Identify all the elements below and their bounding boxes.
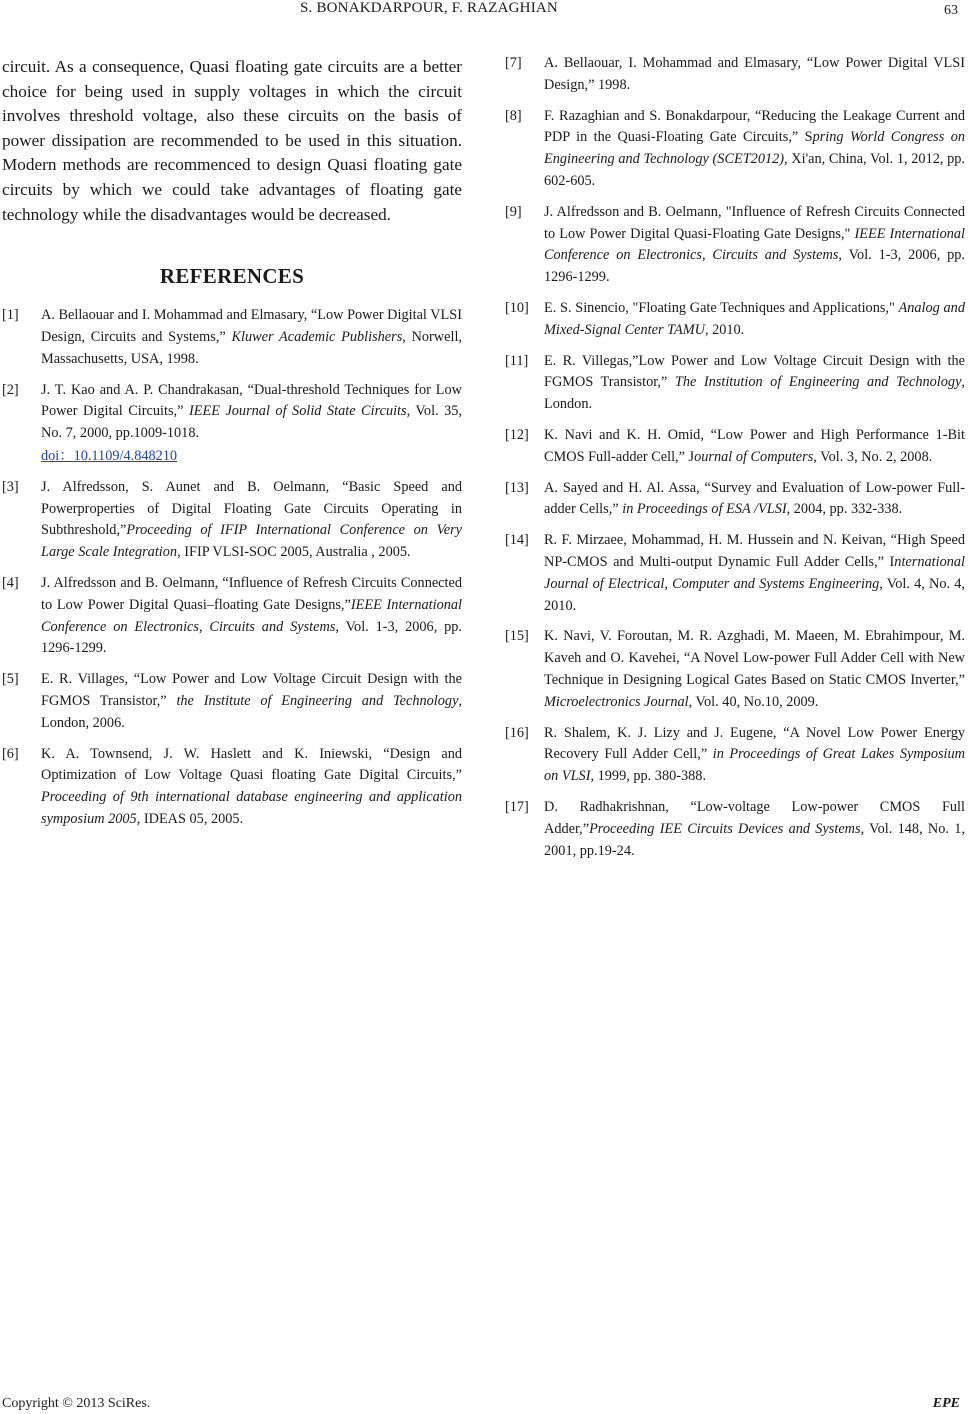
doi-link[interactable]: doi：10.1109/4.848210 xyxy=(41,447,178,464)
reference-item xyxy=(505,202,965,289)
reference-text: J. Alfredsson, S. Aunet and B. Oelmann, “Basic Speed and Powerproperties of Digital Floating Gate Circuits Operating in Subthreshold,”Proceeding of IFIP International Conference on Very Large Scale Integration, IFIP VLSI-SOC 2005, Australia , 2005. xyxy=(41,478,462,561)
reference-number: [12] xyxy=(505,426,529,443)
reference-item xyxy=(505,106,965,193)
reference-text: R. Shalem, K. J. Lizy and J. Eugene, “A Novel Low Power Energy Recovery Full Adder Cell,” in Proceedings of Great Lakes Symposium on VLSI, 1999, pp. 380-388. xyxy=(544,724,965,785)
right-column xyxy=(505,53,965,871)
reference-text: J. Alfredsson and B. Oelmann, “Influence of Refresh Circuits Connected to Low Power Digital Quasi–floating Gate Designs,”IEEE International Conference on Electronics, Circuits and Systems, Vol. 1-3, 2006, pp. 1296-1299. xyxy=(41,574,462,657)
reference-item xyxy=(2,305,462,370)
references-heading: REFERENCES xyxy=(159,264,305,289)
reference-item xyxy=(2,477,462,564)
reference-text: K. A. Townsend, J. W. Haslett and K. Iniewski, “Design and Optimization of Low Voltage Quasi floating Gate Digital Circuits,” Proceeding of 9th international database engineering and application symposium 2005, IDEAS 05, 2005. xyxy=(41,745,462,827)
reference-text: E. R. Villages, “Low Power and Low Voltage Circuit Design with the FGMOS Transistor,” the Institute of Engineering and Technology, London, 2006. xyxy=(41,671,462,731)
reference-text: E. S. Sinencio, "Floating Gate Techniques and Applications," Analog and Mixed-Signal Center TAMU, 2010. xyxy=(544,299,965,338)
reference-text: E. R. Villegas,”Low Power and Low Voltage Circuit Design with the FGMOS Transistor,” The Institution of Engineering and Technology, London. xyxy=(544,352,965,413)
reference-number: [6] xyxy=(2,745,19,762)
reference-text: A. Sayed and H. Al. Assa, “Survey and Evaluation of Low-power Full-adder Cells,” in Proceedings of ESA /VLSI, 2004, pp. 332-338. xyxy=(544,479,965,518)
reference-text: D. Radhakrishnan, “Low-voltage Low-power CMOS Full Adder,”Proceeding IEE Circuits Devices and Systems, Vol. 148, No. 1, 2001, pp.19-24. xyxy=(544,798,965,859)
intro-paragraph: circuit. As a consequence, Quasi floating gate circuits are a better choice for being used in supply voltages in which the circuit involves threshold voltage, also these circuits on the basis of power dissipation are recommended to be used in this situation. Modern methods are recommenced to design Quasi floating gate circuits by which we could take advantages of floating gate technology while the disadvantages would be decreased. xyxy=(2,57,462,224)
reference-item xyxy=(505,425,965,469)
reference-item xyxy=(505,530,965,617)
reference-text: K. Navi, V. Foroutan, M. R. Azghadi, M. Maeen, M. Ebrahimpour, M. Kaveh and O. Kavehei, “A Novel Low-power Full Adder Cell with New Technique in Designing Logical Gates Based on Static CMOS Inverter,” Microelectronics Journal, Vol. 40, No.10, 2009. xyxy=(544,628,965,710)
reference-number: [14] xyxy=(505,532,529,549)
reference-text: F. Razaghian and S. Bonakdarpour, “Reducing the Leakage Current and PDP in the Quasi-Floating Gate Circuits,” Spring World Congress on Engineering and Technology (SCET2012), Xi'an, China, Vol. 1, 2012, pp. 602-605. xyxy=(544,107,965,189)
reference-number: [9] xyxy=(505,203,522,220)
running-head: S. BONAKDARPOUR, F. RAZAGHIAN xyxy=(300,0,558,16)
reference-number: [17] xyxy=(505,798,529,815)
reference-item xyxy=(505,351,965,416)
reference-number: [5] xyxy=(2,671,19,688)
reference-item xyxy=(2,380,462,468)
reference-item xyxy=(2,744,462,831)
reference-number: [13] xyxy=(505,479,529,496)
reference-text: K. Navi and K. H. Omid, “Low Power and High Performance 1-Bit CMOS Full-adder Cell,” Journal of Computers, Vol. 3, No. 2, 2008. xyxy=(544,426,965,465)
reference-item xyxy=(505,298,965,342)
journal-abbrev: EPE xyxy=(932,1396,960,1411)
reference-item xyxy=(2,573,462,660)
reference-number: [8] xyxy=(505,107,522,124)
reference-item xyxy=(2,669,462,734)
reference-text: J. Alfredsson and B. Oelmann, "Influence of Refresh Circuits Connected to Low Power Digital Quasi-Floating Gate Designs," IEEE International Conference on Electronics, Circuits and Systems, Vol. 1-3, 2006, pp. 1296-1299. xyxy=(544,203,966,286)
reference-item xyxy=(505,723,965,788)
reference-number: [7] xyxy=(505,55,522,71)
reference-item xyxy=(505,797,965,862)
reference-number: [10] xyxy=(505,299,529,316)
reference-text: J. T. Kao and A. P. Chandrakasan, “Dual-threshold Techniques for Low Power Digital Circuits,” IEEE Journal of Solid State Circuits, Vol. 35, No. 7, 2000, pp.1009-1018. doi：10.1109/4.848210 xyxy=(41,381,462,464)
reference-text: A. Bellaouar and I. Mohammad and Elmasary, “Low Power Digital VLSI Design, Circuits and Systems,” Kluwer Academic Publishers, Norwell, Massachusetts, USA, 1998. xyxy=(41,307,463,367)
reference-number: [4] xyxy=(2,574,19,591)
reference-number: [16] xyxy=(505,724,529,741)
reference-number: [11] xyxy=(505,352,529,369)
reference-item xyxy=(505,53,965,97)
reference-text: A. Bellaouar, I. Mohammad and Elmasary, “Low Power Digital VLSI Design,” 1998. xyxy=(544,55,965,93)
reference-text: R. F. Mirzaee, Mohammad, H. M. Hussein and N. Keivan, “High Speed NP-CMOS and Multi-output Dynamic Full Adder Cells,” International Journal of Electrical, Computer and Systems Engineering, Vol. 4, No. 4, 2010. xyxy=(544,532,965,614)
reference-list-right xyxy=(505,53,965,862)
reference-number: [15] xyxy=(505,628,529,645)
reference-number: [1] xyxy=(2,307,19,324)
left-column xyxy=(2,55,462,840)
reference-item xyxy=(505,478,965,522)
reference-number: [3] xyxy=(2,478,19,495)
reference-item xyxy=(505,626,965,713)
copyright-footer: Copyright © 2013 SciRes. xyxy=(2,1396,151,1411)
reference-number: [2] xyxy=(2,381,19,398)
page-number: 63 xyxy=(944,3,958,18)
reference-list-left xyxy=(2,305,462,831)
